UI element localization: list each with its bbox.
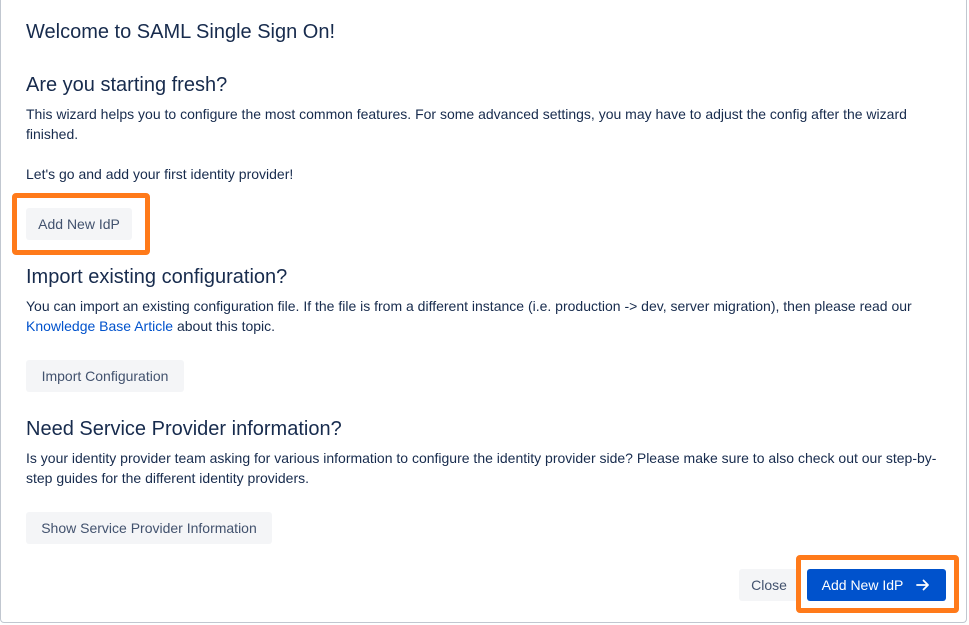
fresh-heading: Are you starting fresh?: [26, 74, 228, 96]
fresh-prompt: Let's go and add your first identity provider!: [26, 166, 294, 182]
import-description: [26, 296, 951, 336]
fresh-description: This wizard helps you to configure the most common features. For some advanced settings, you may have to adjust the config after the wizard finished.: [26, 106, 907, 142]
add-new-idp-primary-button[interactable]: [807, 569, 946, 601]
import-heading: Import existing configuration?: [26, 266, 288, 288]
service-provider-description: Is your identity provider team asking for various information to configure the identity provider side? Please make sure to also check out our step-by-step guides for the different identity providers.: [26, 450, 937, 486]
add-new-idp-primary-label: Add New IdP: [821, 577, 904, 593]
knowledge-base-link[interactable]: Knowledge Base Article: [26, 318, 174, 334]
show-service-provider-info-button[interactable]: Show Service Provider Information: [26, 512, 272, 544]
import-description-text: You can import an existing configuration file. If the file is from a different instance (i.e. production -> dev, server migration), then please read our: [26, 298, 912, 314]
service-provider-heading: Need Service Provider information?: [26, 418, 342, 440]
import-description-tail: about this topic.: [173, 318, 276, 334]
arrow-right-icon: [915, 577, 931, 593]
dialog-title: Welcome to SAML Single Sign On!: [26, 21, 336, 43]
import-configuration-button[interactable]: Import Configuration: [26, 360, 184, 392]
close-button[interactable]: Close: [739, 569, 799, 601]
add-new-idp-button[interactable]: Add New IdP: [26, 208, 132, 240]
